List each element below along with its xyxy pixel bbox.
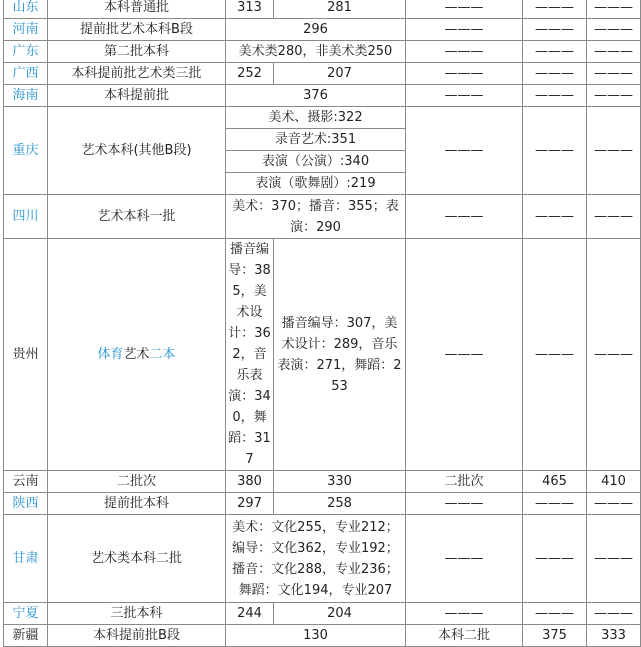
province-link[interactable]: 山东 [4, 0, 48, 19]
score-cell: 380 [226, 471, 274, 493]
province-cell: 云南 [4, 471, 48, 493]
batch-cell: 艺术本科(其他B段) [48, 107, 226, 195]
province-link[interactable]: 陕西 [4, 493, 48, 515]
score-cell: 330 [274, 471, 406, 493]
dash-cell: ——— [406, 0, 523, 19]
batch-cell: 提前批本科 [48, 493, 226, 515]
table-row [4, 41, 641, 63]
batch-cell: 三批本科 [48, 603, 226, 625]
dash-cell: ——— [406, 195, 523, 239]
dash-cell: ——— [587, 515, 641, 603]
dash-cell: ——— [523, 41, 587, 63]
batch-cell: 本科提前批艺术类三批 [48, 63, 226, 85]
dash-cell: ——— [523, 85, 587, 107]
dash-cell: ——— [406, 19, 523, 41]
dash-cell: ——— [587, 195, 641, 239]
score-cell: 333 [587, 625, 641, 647]
table-row [4, 471, 641, 493]
batch-link-sports[interactable]: 体育 [97, 347, 124, 362]
dash-cell: ——— [406, 41, 523, 63]
dash-cell: ——— [587, 603, 641, 625]
table-row [4, 195, 641, 239]
score-cell: 252 [226, 63, 274, 85]
table-row [4, 0, 641, 19]
score-cell: 376 [226, 85, 406, 107]
dash-cell: ——— [406, 493, 523, 515]
batch-text: 艺术 [123, 347, 150, 362]
batch-cell: 提前批艺术本科B段 [48, 19, 226, 41]
table-row [4, 515, 641, 603]
dash-cell: ——— [587, 41, 641, 63]
score-cell: 播音编导：385，美术设计：362，音乐表演：340，舞蹈：317 [226, 239, 274, 471]
table-row [4, 239, 641, 471]
table-row [4, 603, 641, 625]
dash-cell: ——— [587, 85, 641, 107]
batch-cell: 本科提前批 [48, 85, 226, 107]
score-line: 表演（公演）:340 [226, 151, 406, 173]
province-cell: 新疆 [4, 625, 48, 647]
batch-cell: 第二批本科 [48, 41, 226, 63]
score-cell: 375 [523, 625, 587, 647]
table-row [4, 625, 641, 647]
table-row [4, 19, 641, 41]
province-cell: 贵州 [4, 239, 48, 471]
score-cell: 465 [523, 471, 587, 493]
score-cell: 258 [274, 493, 406, 515]
score-cell: 410 [587, 471, 641, 493]
table-row [4, 107, 641, 129]
dash-cell: ——— [523, 63, 587, 85]
dash-cell: ——— [406, 603, 523, 625]
score-cell: 244 [226, 603, 274, 625]
province-link[interactable]: 海南 [4, 85, 48, 107]
score-cell: 130 [226, 625, 406, 647]
score-cell: 美术类280，非美术类250 [226, 41, 406, 63]
score-line: 录音艺术:351 [226, 129, 406, 151]
score-cell: 播音编导：307，美术设计：289，音乐表演：271，舞蹈：253 [274, 239, 406, 471]
dash-cell: ——— [523, 515, 587, 603]
province-link[interactable]: 广东 [4, 41, 48, 63]
score-table [3, 0, 641, 647]
batch-cell: 艺术类本科二批 [48, 515, 226, 603]
batch-cell: 本科普通批 [48, 0, 226, 19]
batch-link-second-tier[interactable]: 二本 [149, 347, 176, 362]
score-cell: 207 [274, 63, 406, 85]
dash-cell: ——— [587, 239, 641, 471]
batch-cell: 二批次 [48, 471, 226, 493]
dash-cell: ——— [406, 515, 523, 603]
province-link[interactable]: 四川 [4, 195, 48, 239]
province-link[interactable]: 广西 [4, 63, 48, 85]
score-cell: 297 [226, 493, 274, 515]
dash-cell: ——— [523, 19, 587, 41]
score-line: 美术、摄影:322 [226, 107, 406, 129]
batch-cell [48, 239, 226, 471]
score-cell: 204 [274, 603, 406, 625]
score-cell: 296 [226, 19, 406, 41]
dash-cell: ——— [587, 19, 641, 41]
score-cell: 美术：文化255，专业212；编导：文化362，专业192；播音：文化288，专业236；舞蹈：文化194，专业207 [226, 515, 406, 603]
dash-cell: ——— [523, 603, 587, 625]
table-row [4, 493, 641, 515]
table-row [4, 85, 641, 107]
dash-cell: ——— [587, 493, 641, 515]
province-link[interactable]: 甘肃 [4, 515, 48, 603]
batch-cell: 本科二批 [406, 625, 523, 647]
dash-cell: ——— [406, 85, 523, 107]
province-link[interactable]: 宁夏 [4, 603, 48, 625]
province-link[interactable]: 河南 [4, 19, 48, 41]
table-row [4, 63, 641, 85]
batch-cell: 本科提前批B段 [48, 625, 226, 647]
dash-cell: ——— [523, 493, 587, 515]
dash-cell: ——— [523, 0, 587, 19]
dash-cell: ——— [406, 107, 523, 195]
dash-cell: ——— [406, 239, 523, 471]
batch-cell: 艺术本科一批 [48, 195, 226, 239]
batch-cell: 二批次 [406, 471, 523, 493]
dash-cell: ——— [523, 195, 587, 239]
score-cell: 美术：370；播音：355；表演：290 [226, 195, 406, 239]
province-link[interactable]: 重庆 [4, 107, 48, 195]
score-line: 表演（歌舞剧）:219 [226, 173, 406, 195]
dash-cell: ——— [523, 107, 587, 195]
score-cell: 281 [274, 0, 406, 19]
dash-cell: ——— [587, 107, 641, 195]
dash-cell: ——— [587, 63, 641, 85]
score-cell: 313 [226, 0, 274, 19]
dash-cell: ——— [587, 0, 641, 19]
dash-cell: ——— [406, 63, 523, 85]
dash-cell: ——— [523, 239, 587, 471]
